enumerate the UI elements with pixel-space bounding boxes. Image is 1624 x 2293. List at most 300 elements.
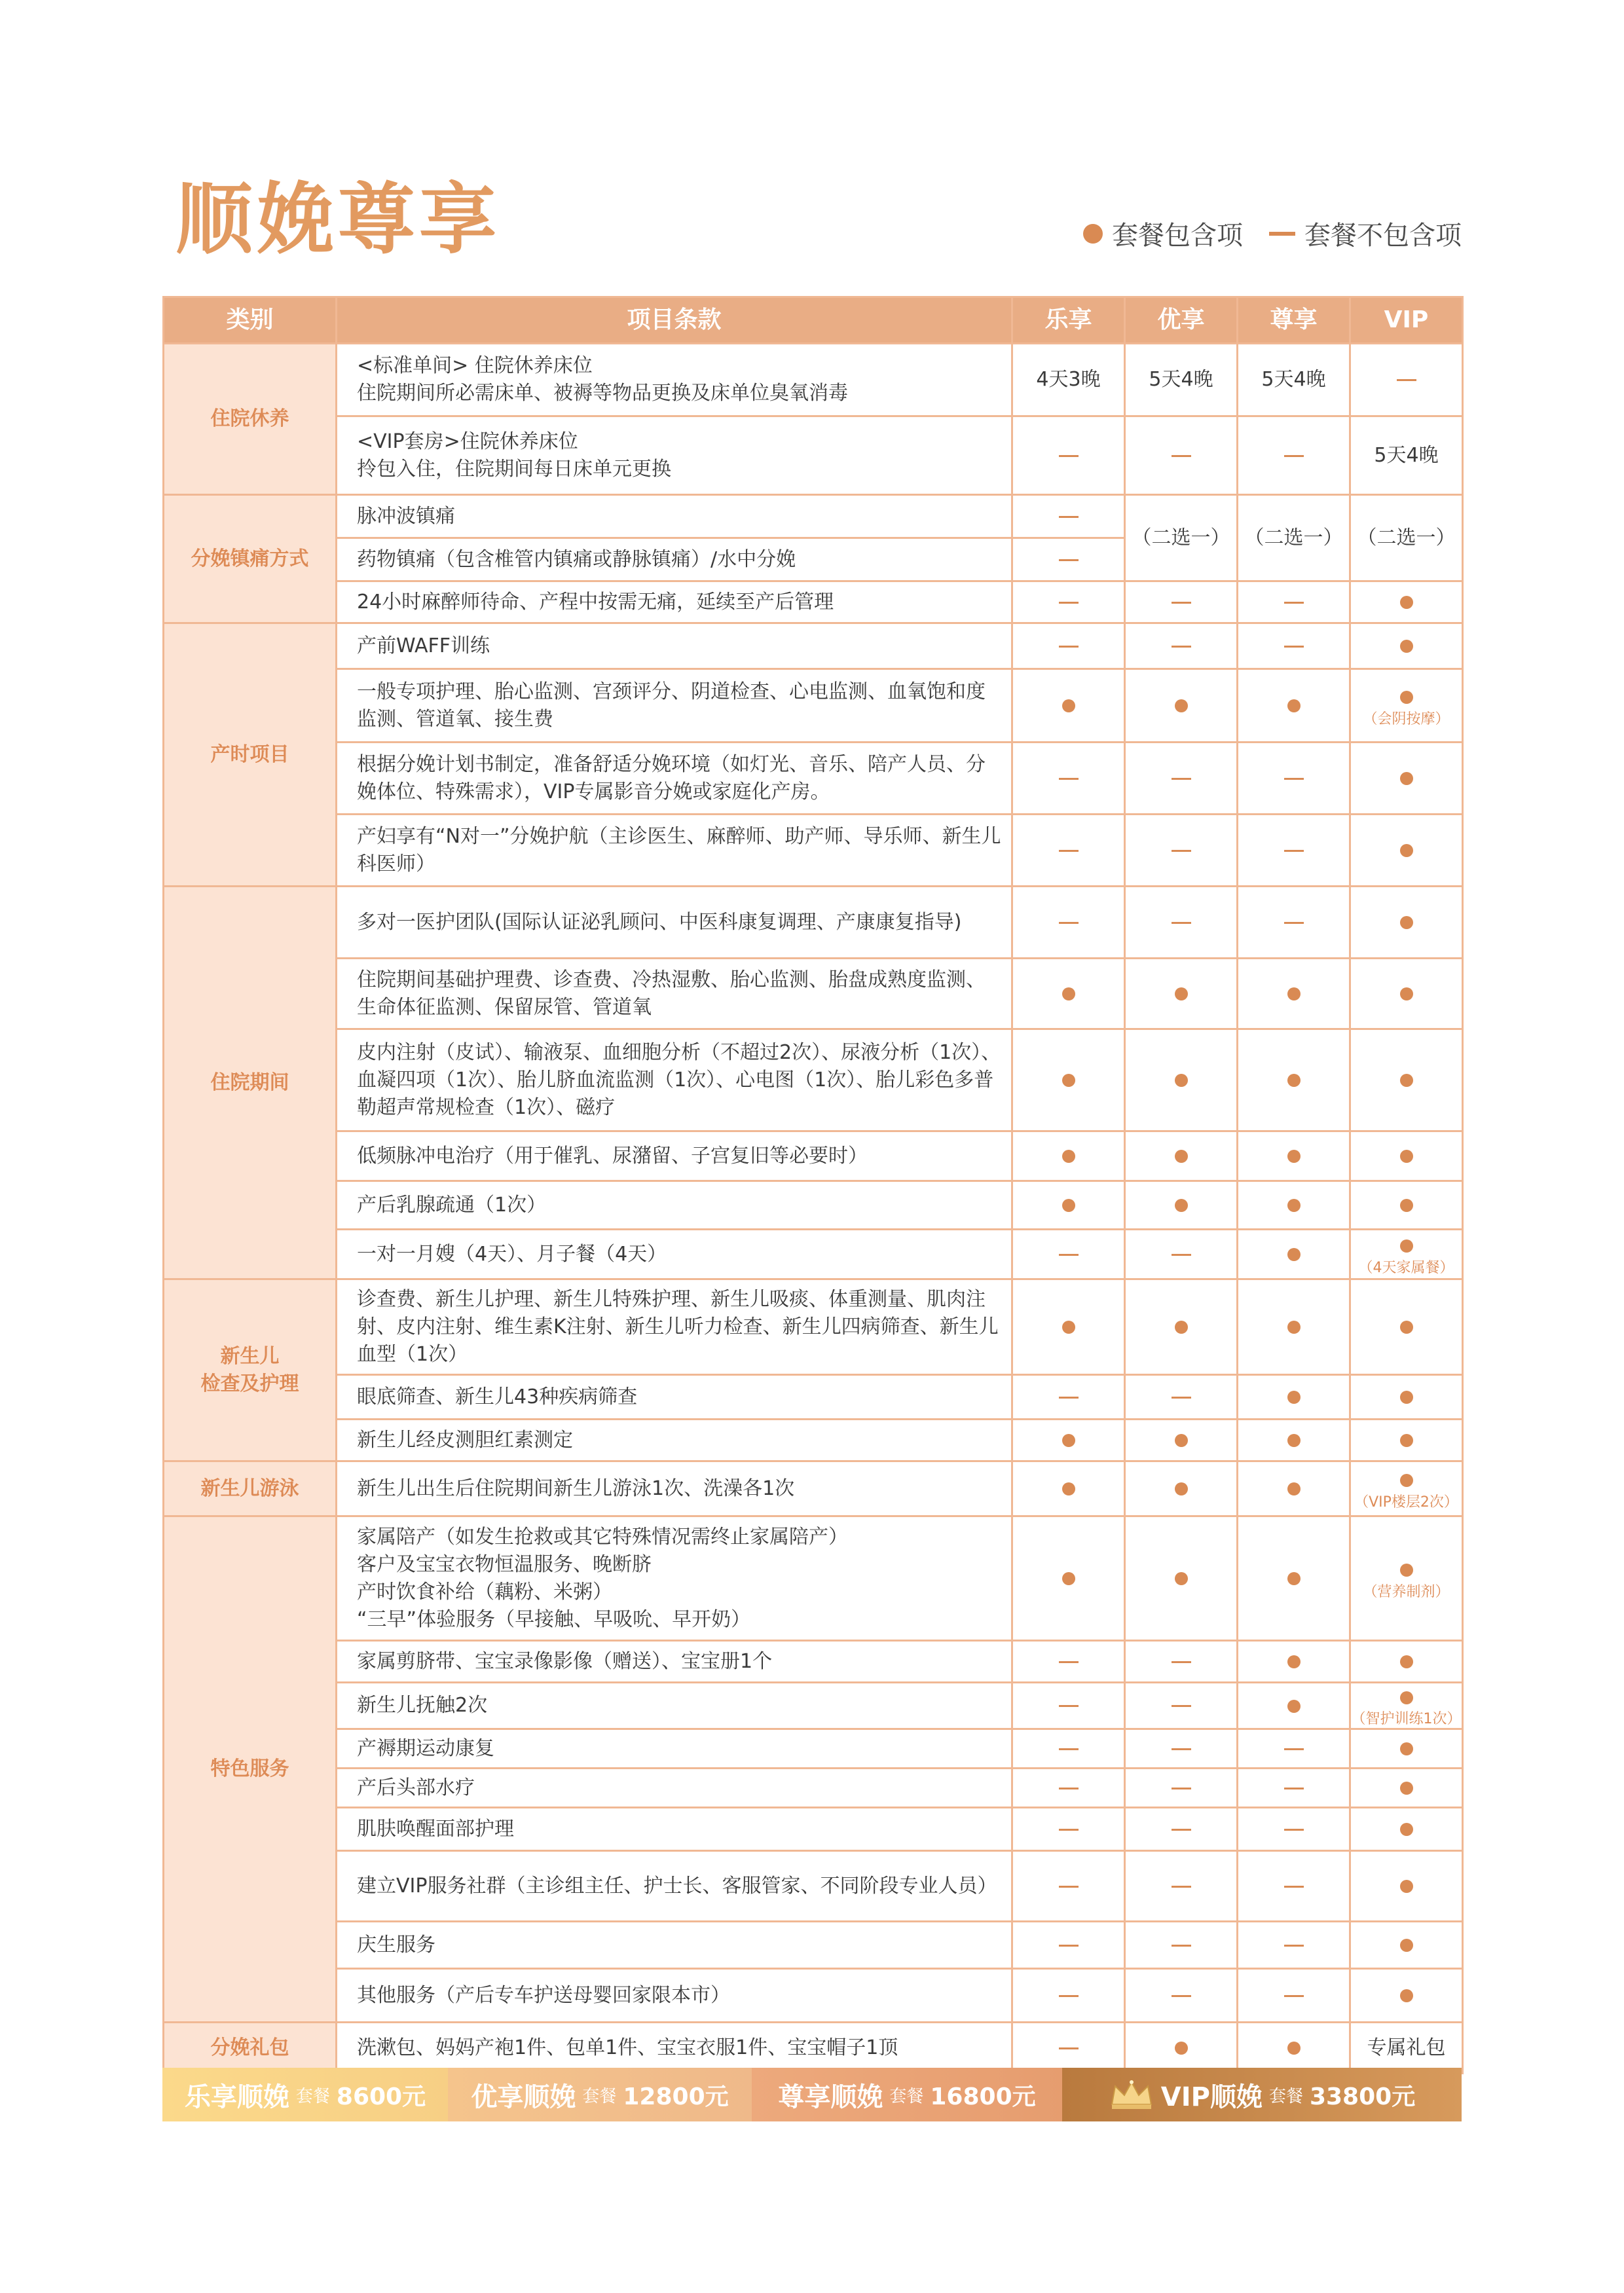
value-cell — [1350, 344, 1463, 416]
item-cell: 庆生服务 — [337, 1922, 1012, 1969]
item-cell: 肌肤唤醒面部护理 — [337, 1808, 1012, 1851]
value-cell — [1350, 1279, 1463, 1375]
header-p1: 乐享 — [1012, 297, 1125, 344]
excluded-dash-icon — [1059, 1705, 1079, 1707]
excluded-dash-icon — [1059, 1397, 1079, 1399]
value-cell — [1125, 1641, 1238, 1683]
category-cell: 产时项目 — [164, 623, 337, 887]
value-cell: （二选一） — [1238, 495, 1350, 581]
included-dot-icon — [1400, 1742, 1413, 1755]
included-dot-icon — [1400, 987, 1413, 1000]
included-dot-icon — [1175, 1434, 1188, 1447]
value-cell — [1125, 1029, 1238, 1131]
value-cell — [1350, 1516, 1463, 1641]
value-cell — [1350, 1461, 1463, 1516]
item-cell: 新生儿抚触2次 — [337, 1683, 1012, 1729]
item-cell: 低频脉冲电治疗（用于催乳、尿潴留、子宫复旧等必要时） — [337, 1131, 1012, 1181]
value-cell — [1125, 1808, 1238, 1851]
value-note: （4天家属餐） — [1358, 1259, 1454, 1276]
value-note: （营养制剂） — [1363, 1583, 1450, 1600]
item-line: <VIP套房>住院休养床位 — [357, 430, 578, 453]
table-row — [164, 1029, 1463, 1131]
value-cell — [1012, 1230, 1125, 1279]
included-dot-icon — [1083, 224, 1103, 244]
value-cell — [1125, 887, 1238, 959]
value-cell — [1012, 581, 1125, 623]
item-cell: 皮内注射（皮试）、输液泵、血细胞分析（不超过2次）、尿液分析（1次）、血凝四项（1次）、胎儿脐血流监测（1次）、心电图（1次）、胎儿彩色多普勒超声常规检查（1次）、磁疗 — [337, 1029, 1012, 1131]
included-dot-icon — [1062, 987, 1075, 1000]
included-dot-icon — [1062, 1321, 1075, 1334]
value-cell: 5天4晚 — [1238, 344, 1350, 416]
included-dot-icon — [1400, 596, 1413, 609]
included-dot-icon — [1062, 1199, 1075, 1212]
value-cell — [1012, 887, 1125, 959]
value-cell: （二选一） — [1125, 495, 1238, 581]
value-cell — [1238, 581, 1350, 623]
included-dot-icon — [1400, 1150, 1413, 1163]
price-segment-p4 — [1062, 2068, 1462, 2121]
excluded-dash-icon — [1284, 1886, 1304, 1888]
value-cell — [1350, 581, 1463, 623]
table-row — [164, 743, 1463, 815]
excluded-dash-icon — [1284, 922, 1304, 924]
item-cell: 产妇享有“N对一”分娩护航（主诊医生、麻醉师、助产师、导乐师、新生儿科医师） — [337, 815, 1012, 887]
excluded-dash-icon — [1059, 1945, 1079, 1947]
legend-excluded — [1269, 215, 1462, 252]
value-cell — [1238, 1375, 1350, 1420]
table-row — [164, 815, 1463, 887]
value-cell — [1012, 1641, 1125, 1683]
excluded-dash-icon — [1172, 1661, 1191, 1663]
value-cell — [1012, 1729, 1125, 1769]
excluded-dash-icon — [1284, 1995, 1304, 1997]
value-cell: 专属礼包 — [1350, 2023, 1463, 2074]
excluded-dash-icon — [1172, 455, 1191, 457]
value-cell — [1125, 1969, 1238, 2023]
included-dot-icon — [1062, 1482, 1075, 1495]
item-cell: 24小时麻醉师待命、产程中按需无痛，延续至产后管理 — [337, 581, 1012, 623]
price-bar — [162, 2068, 1462, 2121]
value-cell — [1012, 1516, 1125, 1641]
legend-excluded-label: 套餐不包含项 — [1304, 221, 1462, 251]
excluded-dash-icon — [1284, 1788, 1304, 1789]
value-cell — [1238, 1461, 1350, 1516]
item-line: 拎包入住，住院期间每日床单元更换 — [357, 457, 671, 481]
value-cell — [1350, 1420, 1463, 1461]
value-cell — [1238, 2023, 1350, 2074]
excluded-dash-icon — [1059, 850, 1079, 852]
package-name: 乐享顺娩 — [184, 2082, 289, 2112]
value-cell — [1125, 815, 1238, 887]
excluded-dash-icon — [1059, 455, 1079, 457]
included-dot-icon — [1400, 1474, 1413, 1487]
table-row — [164, 623, 1463, 669]
category-cell: 特色服务 — [164, 1516, 337, 2023]
value-cell — [1012, 1808, 1125, 1851]
package-suffix: 套餐 — [1268, 2086, 1303, 2106]
value-cell — [1238, 1922, 1350, 1969]
value-cell — [1350, 1375, 1463, 1420]
excluded-dash-icon — [1284, 602, 1304, 604]
package-price: 33800元 — [1309, 2083, 1416, 2110]
excluded-dash-icon — [1172, 646, 1191, 648]
value-cell — [1125, 1230, 1238, 1279]
item-line: 住院期间所必需床单、被褥等物品更换及床单位臭氧消毒 — [357, 382, 848, 405]
value-cell — [1238, 1683, 1350, 1729]
table-row — [164, 344, 1463, 416]
item-cell: 脉冲波镇痛 — [337, 495, 1012, 538]
table-row — [164, 495, 1463, 538]
item-cell: 根据分娩计划书制定，准备舒适分娩环境（如灯光、音乐、陪产人员、分娩体位、特殊需求），VIP专属影音分娩或家庭化产房。 — [337, 743, 1012, 815]
value-cell — [1238, 743, 1350, 815]
excluded-dash-icon — [1284, 1748, 1304, 1750]
table-row — [164, 1729, 1463, 1769]
value-cell — [1125, 1922, 1238, 1969]
table-row — [164, 1461, 1463, 1516]
table-row — [164, 1230, 1463, 1279]
included-dot-icon — [1400, 1074, 1413, 1087]
value-cell — [1238, 1641, 1350, 1683]
value-cell — [1125, 416, 1238, 495]
included-dot-icon — [1400, 640, 1413, 653]
excluded-dash-icon — [1172, 1397, 1191, 1399]
value-cell — [1238, 1969, 1350, 2023]
included-dot-icon — [1400, 1321, 1413, 1334]
excluded-dash-icon — [1284, 1829, 1304, 1831]
header-p2: 优享 — [1125, 297, 1238, 344]
value-cell — [1350, 1029, 1463, 1131]
value-cell — [1125, 959, 1238, 1029]
included-dot-icon — [1287, 1199, 1301, 1212]
value-cell — [1238, 1808, 1350, 1851]
value-cell: 5天4晚 — [1125, 344, 1238, 416]
value-cell — [1238, 1279, 1350, 1375]
value-cell — [1238, 1729, 1350, 1769]
header-item: 项目条款 — [337, 297, 1012, 344]
excluded-dash-icon — [1284, 646, 1304, 648]
included-dot-icon — [1400, 1823, 1413, 1836]
value-cell — [1125, 1516, 1238, 1641]
item-cell — [337, 1516, 1012, 1641]
excluded-dash-icon — [1172, 1254, 1191, 1256]
item-cell: 住院期间基础护理费、诊查费、冷热湿敷、胎心监测、胎盘成熟度监测、生命体征监测、保留尿管、管道氧 — [337, 959, 1012, 1029]
value-cell — [1125, 1131, 1238, 1181]
price-segment-p1 — [162, 2068, 448, 2121]
table-row — [164, 959, 1463, 1029]
value-cell — [1238, 669, 1350, 743]
item-cell: 多对一医护团队(国际认证泌乳顾问、中医科康复调理、产康康复指导) — [337, 887, 1012, 959]
excluded-dash-icon — [1172, 602, 1191, 604]
value-cell — [1012, 1769, 1125, 1808]
included-dot-icon — [1287, 1700, 1301, 1713]
value-cell — [1125, 1729, 1238, 1769]
value-cell — [1012, 623, 1125, 669]
category-cell: 住院休养 — [164, 344, 337, 495]
item-cell: 产后头部水疗 — [337, 1769, 1012, 1808]
excluded-dash-icon — [1059, 646, 1079, 648]
value-cell — [1012, 1461, 1125, 1516]
category-line: 新生儿 — [220, 1344, 280, 1368]
value-cell — [1125, 669, 1238, 743]
item-cell: 洗漱包、妈妈产袍1件、包单1件、宝宝衣服1件、宝宝帽子1顶 — [337, 2023, 1012, 2074]
item-cell: 新生儿经皮测胆红素测定 — [337, 1420, 1012, 1461]
value-cell — [1350, 1683, 1463, 1729]
value-cell — [1012, 1922, 1125, 1969]
table-header — [164, 297, 1463, 344]
included-dot-icon — [1175, 699, 1188, 712]
value-cell — [1238, 1516, 1350, 1641]
excluded-dash-icon — [1059, 559, 1079, 561]
item-line: 产时饮食补给（藕粉、米粥） — [357, 1580, 612, 1604]
value-cell — [1350, 1181, 1463, 1230]
table-row — [164, 1420, 1463, 1461]
value-cell — [1350, 1131, 1463, 1181]
value-cell — [1125, 623, 1238, 669]
excluded-dash-icon — [1059, 1661, 1079, 1663]
table-row — [164, 1516, 1463, 1641]
value-cell — [1350, 1769, 1463, 1808]
included-dot-icon — [1062, 699, 1075, 712]
included-dot-icon — [1400, 1939, 1413, 1952]
package-suffix: 套餐 — [889, 2086, 924, 2106]
excluded-dash-icon — [1172, 850, 1191, 852]
value-cell — [1012, 1683, 1125, 1729]
value-cell — [1012, 1969, 1125, 2023]
item-cell: 其他服务（产后专车护送母婴回家限本市） — [337, 1969, 1012, 2023]
item-cell — [337, 344, 1012, 416]
included-dot-icon — [1287, 1074, 1301, 1087]
category-cell — [164, 1279, 337, 1461]
included-dot-icon — [1062, 1572, 1075, 1585]
table-row — [164, 1769, 1463, 1808]
value-cell — [1350, 669, 1463, 743]
included-dot-icon — [1400, 1880, 1413, 1893]
included-dot-icon — [1062, 1434, 1075, 1447]
value-cell — [1238, 1131, 1350, 1181]
item-line: <标准单间> 住院休养床位 — [357, 354, 593, 377]
value-cell — [1238, 623, 1350, 669]
package-suffix: 套餐 — [295, 2086, 330, 2106]
value-cell — [1125, 1461, 1238, 1516]
table-row — [164, 669, 1463, 743]
category-cell: 分娩礼包 — [164, 2023, 337, 2074]
value-cell — [1012, 416, 1125, 495]
table-row — [164, 1181, 1463, 1230]
price-segment-p2 — [448, 2068, 752, 2121]
excluded-dash-icon — [1172, 1945, 1191, 1947]
excluded-dash-icon — [1172, 778, 1191, 780]
value-cell — [1238, 416, 1350, 495]
item-line: 客户及宝宝衣物恒温服务、晚断脐 — [357, 1552, 652, 1576]
package-suffix: 套餐 — [582, 2086, 617, 2106]
value-cell — [1350, 1922, 1463, 1969]
included-dot-icon — [1400, 1989, 1413, 2002]
included-dot-icon — [1287, 1434, 1301, 1447]
value-cell — [1350, 1641, 1463, 1683]
value-cell — [1012, 815, 1125, 887]
value-note: （智护训练1次） — [1351, 1711, 1462, 1727]
value-cell — [1125, 1851, 1238, 1922]
value-cell — [1350, 815, 1463, 887]
value-cell — [1125, 1683, 1238, 1729]
value-cell: （二选一） — [1350, 495, 1463, 581]
category-cell: 分娩镇痛方式 — [164, 495, 337, 623]
item-cell: 新生儿出生后住院期间新生儿游泳1次、洗澡各1次 — [337, 1461, 1012, 1516]
table-row — [164, 1808, 1463, 1851]
value-cell — [1012, 1029, 1125, 1131]
value-cell — [1012, 1279, 1125, 1375]
included-dot-icon — [1175, 1321, 1188, 1334]
excluded-dash-icon — [1172, 1748, 1191, 1750]
category-cell: 新生儿游泳 — [164, 1461, 337, 1516]
package-name: VIP顺娩 — [1160, 2082, 1263, 2112]
value-cell — [1238, 815, 1350, 887]
package-name: 尊享顺娩 — [778, 2082, 883, 2112]
excluded-dash-icon — [1059, 778, 1079, 780]
value-cell — [1012, 1375, 1125, 1420]
value-cell — [1012, 2023, 1125, 2074]
item-cell: 眼底筛查、新生儿43种疾病筛查 — [337, 1375, 1012, 1420]
item-cell: 产褥期运动康复 — [337, 1729, 1012, 1769]
item-cell: 家属剪脐带、宝宝录像影像（赠送）、宝宝册1个 — [337, 1641, 1012, 1683]
value-cell — [1012, 959, 1125, 1029]
included-dot-icon — [1175, 1572, 1188, 1585]
item-cell: 一对一月嫂（4天）、月子餐（4天） — [337, 1230, 1012, 1279]
package-price: 16800元 — [930, 2083, 1036, 2110]
included-dot-icon — [1062, 1074, 1075, 1087]
value-cell — [1350, 887, 1463, 959]
excluded-dash-icon — [1172, 1995, 1191, 1997]
value-cell — [1238, 1181, 1350, 1230]
excluded-dash-icon — [1059, 1788, 1079, 1789]
excluded-dash-icon — [1172, 1829, 1191, 1831]
excluded-dash-icon — [1172, 1788, 1191, 1789]
included-dot-icon — [1175, 1150, 1188, 1163]
table-row — [164, 1851, 1463, 1922]
table-row — [164, 1641, 1463, 1683]
excluded-dash-icon — [1284, 850, 1304, 852]
included-dot-icon — [1400, 1691, 1413, 1704]
package-name: 优享顺娩 — [471, 2082, 576, 2112]
value-cell — [1012, 1131, 1125, 1181]
excluded-dash-icon — [1059, 516, 1079, 518]
value-cell — [1238, 1420, 1350, 1461]
included-dot-icon — [1287, 2042, 1301, 2055]
value-cell — [1238, 1851, 1350, 1922]
package-table — [162, 296, 1464, 2074]
package-price: 12800元 — [623, 2083, 729, 2110]
header-p3: 尊享 — [1238, 297, 1350, 344]
package-price: 8600元 — [336, 2083, 426, 2110]
table-row — [164, 416, 1463, 495]
excluded-dash-icon — [1059, 922, 1079, 924]
included-dot-icon — [1175, 2042, 1188, 2055]
excluded-dash-icon — [1059, 602, 1079, 604]
value-note: （会阴按摩） — [1363, 710, 1450, 727]
included-dot-icon — [1287, 1150, 1301, 1163]
value-note: （VIP楼层2次） — [1354, 1494, 1458, 1511]
excluded-dash-icon — [1269, 232, 1295, 236]
included-dot-icon — [1400, 916, 1413, 929]
value-cell — [1125, 1375, 1238, 1420]
value-cell — [1350, 1851, 1463, 1922]
table-row — [164, 1969, 1463, 2023]
category-line: 检查及护理 — [200, 1372, 299, 1395]
excluded-dash-icon — [1059, 1829, 1079, 1831]
item-cell: 产后乳腺疏通（1次） — [337, 1181, 1012, 1230]
value-cell — [1125, 1420, 1238, 1461]
value-cell — [1012, 1420, 1125, 1461]
included-dot-icon — [1062, 1150, 1075, 1163]
value-cell — [1012, 1851, 1125, 1922]
value-cell — [1238, 959, 1350, 1029]
included-dot-icon — [1400, 691, 1413, 704]
value-cell — [1125, 1279, 1238, 1375]
included-dot-icon — [1175, 1074, 1188, 1087]
excluded-dash-icon — [1059, 1886, 1079, 1888]
included-dot-icon — [1175, 1482, 1188, 1495]
included-dot-icon — [1287, 1572, 1301, 1585]
value-cell: 5天4晚 — [1350, 416, 1463, 495]
excluded-dash-icon — [1284, 778, 1304, 780]
table-row — [164, 1131, 1463, 1181]
value-cell — [1125, 1181, 1238, 1230]
value-cell — [1125, 581, 1238, 623]
excluded-dash-icon — [1059, 1254, 1079, 1256]
value-cell — [1238, 887, 1350, 959]
included-dot-icon — [1287, 1655, 1301, 1668]
value-cell — [1350, 1230, 1463, 1279]
included-dot-icon — [1287, 987, 1301, 1000]
table-row — [164, 887, 1463, 959]
item-line: 家属陪产（如发生抢救或其它特殊情况需终止家属陪产） — [357, 1525, 848, 1549]
included-dot-icon — [1287, 1391, 1301, 1404]
price-segment-p3 — [752, 2068, 1062, 2121]
table-row — [164, 1375, 1463, 1420]
value-cell — [1012, 1181, 1125, 1230]
included-dot-icon — [1400, 1434, 1413, 1447]
value-cell — [1238, 1230, 1350, 1279]
header-p4: VIP — [1350, 297, 1463, 344]
excluded-dash-icon — [1172, 922, 1191, 924]
item-cell — [337, 416, 1012, 495]
excluded-dash-icon — [1059, 2047, 1079, 2049]
excluded-dash-icon — [1284, 1945, 1304, 1947]
category-cell: 住院期间 — [164, 887, 337, 1279]
value-cell — [1125, 1769, 1238, 1808]
item-line: “三早”体验服务（早接触、早吸吮、早开奶） — [357, 1607, 751, 1631]
item-cell: 建立VIP服务社群（主诊组主任、护士长、客服管家、不同阶段专业人员） — [337, 1851, 1012, 1922]
value-cell — [1350, 959, 1463, 1029]
included-dot-icon — [1287, 1321, 1301, 1334]
value-cell — [1125, 743, 1238, 815]
included-dot-icon — [1287, 699, 1301, 712]
legend-included-label: 套餐包含项 — [1112, 221, 1243, 251]
value-cell — [1012, 538, 1125, 581]
excluded-dash-icon — [1059, 1748, 1079, 1750]
included-dot-icon — [1400, 1391, 1413, 1404]
table-row — [164, 1279, 1463, 1375]
value-cell — [1350, 1729, 1463, 1769]
table-row — [164, 1922, 1463, 1969]
value-cell — [1238, 1029, 1350, 1131]
item-cell: 一般专项护理、胎心监测、宫颈评分、阴道检查、心电监测、血氧饱和度监测、管道氧、接生费 — [337, 669, 1012, 743]
crown-icon — [1109, 2078, 1154, 2111]
value-cell — [1350, 1808, 1463, 1851]
value-cell — [1350, 1969, 1463, 2023]
excluded-dash-icon — [1172, 1705, 1191, 1707]
included-dot-icon — [1400, 1199, 1413, 1212]
